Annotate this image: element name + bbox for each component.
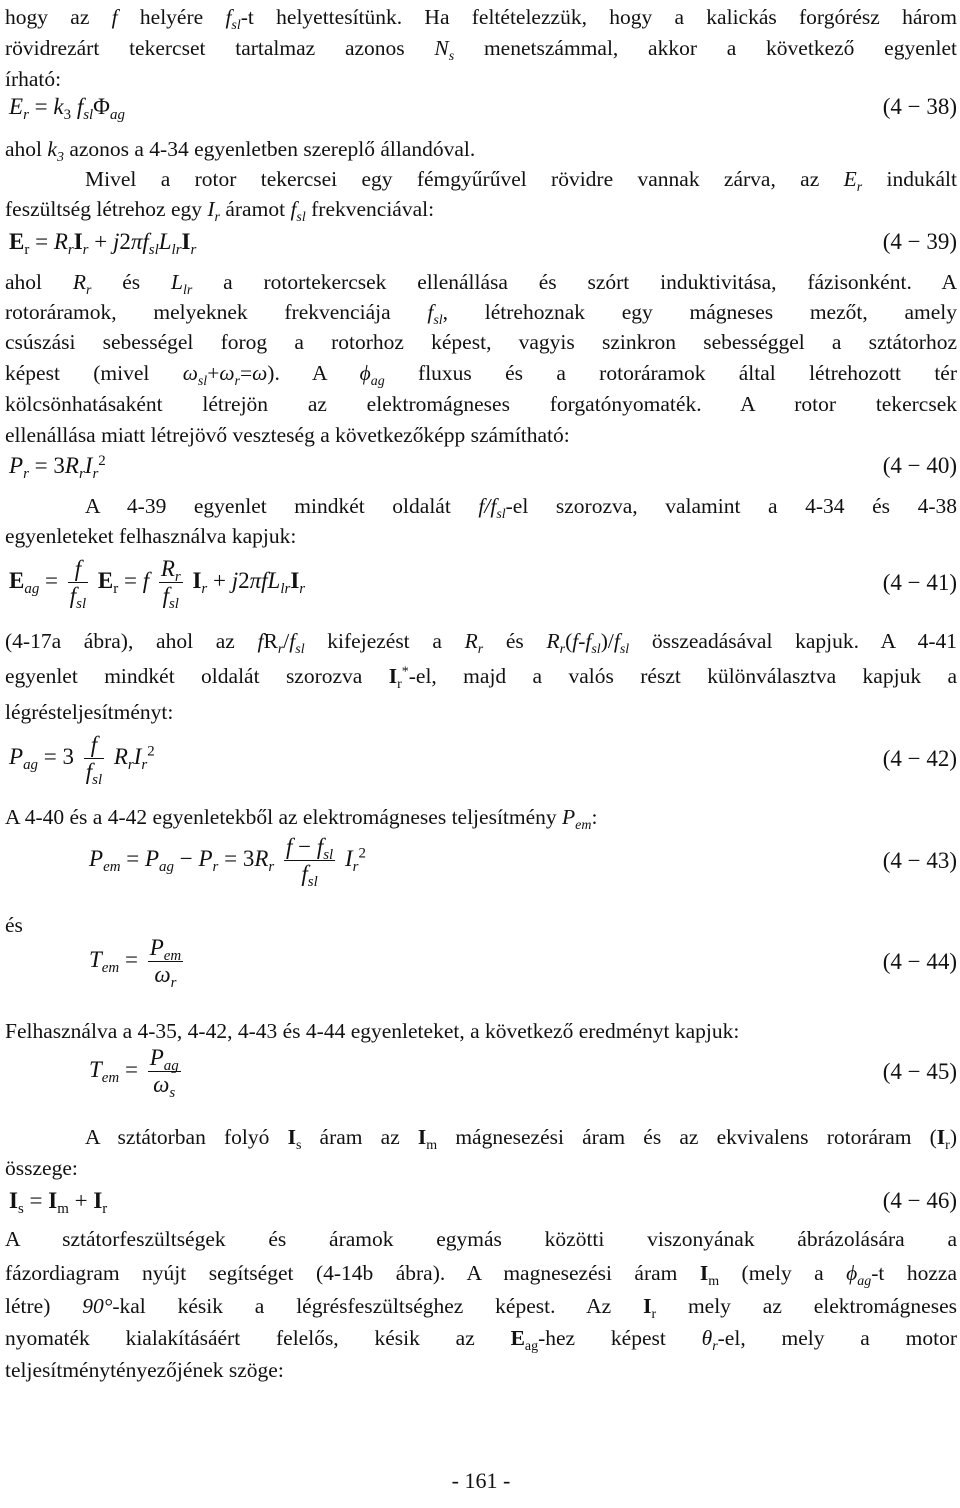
equation-4-41: $E_{ag}$ = $\frac{f}{f_{sl}}$ $E_r = f$ $\frac{R_r}{f_{sl}}$ $I_r + j2\pi fL_{lr}I_r$ (4 − 41) [9,556,957,613]
equation-4-46: $I_s = I_m + I_r$ (4 − 46) [9,1188,957,1218]
text-line-25: létre) 90°-kal késik a légrésfeszültséghez képest. Az $I_r$ mely az elektromágneses [5,1294,957,1322]
text-line-13: A 4-39 egyenlet mindkét oldalát $f/f_{sl}-el$ szorozva, valamint a 4-34 és 4-38 [85,494,957,522]
text-line-8: rotoráramok, melyeknek frekvenciája $f_{sl}$, létrehoznak egy mágneses mezőt, amely [5,300,957,328]
equation-4-44: $T_{em}$ = $\frac{P_{em}}{\omega_r}$ (4 − 44) [89,935,957,992]
text-line-26: nyomaték kialakításáért felelős, késik az $E_{ag}$-hez képest $\theta_r-el$, mely a motor [5,1326,957,1354]
equation-4-39: $E_r = R_rI_r + j2\pi f_{sl}L_{lr}I_r$ (4 − 39) [9,229,957,259]
text-line-3: írható: [5,67,62,91]
document-page [5,0,957,1508]
text-line-18: A 4-40 és a 4-42 egyenletekből az elektromágneses teljesítmény $P_{em}$: [5,805,598,833]
text-line-17: légrésteljesítményt: [5,700,174,724]
equation-number: (4 − 39) [882,229,957,254]
text-line-27: teljesítménytényezőjének szöge: [5,1358,284,1382]
text-line-19: és [5,913,23,937]
equation-number: (4 − 41) [882,570,957,595]
equation-number: (4 − 46) [882,1188,957,1213]
text-line-5: Mivel a rotor tekercsei egy fémgyűrűvel rövidre vannak zárva, az $E_r$ indukált [85,167,957,195]
text-line-4: ahol $k_3$ azonos a 4-34 egyenletben szereplő állandóval. [5,137,476,165]
equation-4-40: $P_r = 3R_rI_r^2$ (4 − 40) [9,452,957,483]
equation-4-43: $P_{em} = P_{ag} - P_r = 3R_r$ $\frac{f - f_{sl}}{f_{sl}}$ $I_r^2$ (4 − 43) [89,834,957,891]
text-line-14: egyenleteket felhasználva kapjuk: [5,524,297,548]
equation-number: (4 − 44) [882,949,957,974]
text-line-23: A sztátorfeszültségek és áramok egymás közötti viszonyának ábrázolására a [5,1227,957,1251]
text-line-21: A sztátorban folyó $I_s$ áram az $I_m$ mágnesezési áram és az ekvivalens rotoráram $(I_r)$ [85,1125,957,1153]
page-number: - 161 - [451,1468,511,1493]
text-line-10: képest (mivel $\omega_{sl}+\omega_r=\omega$). A $\phi_{ag}$ fluxus és a rotoráramok által létrehozott tér [5,361,957,389]
equation-number: (4 − 43) [882,848,957,873]
text-line-16: egyenlet mindkét oldalát szorozva $I_r^*-el$, majd a valós részt különválasztva kapjuk a [5,664,957,692]
text-line-20: Felhasználva a 4-35, 4-42, 4-43 és 4-44 egyenleteket, a következő eredményt kapjuk: [5,1019,740,1043]
equation-number: (4 − 38) [882,94,957,119]
text-line-6: feszültség létrehoz egy $I_r$ áramot $f_{sl}$ frekvenciával: [5,197,435,225]
text-line-1: hogy az f helyére $f_{sl}-t$ helyettesítünk. Ha feltételezzük, hogy a kalickás forgórész három [5,5,958,33]
text-line-22: összege: [5,1156,78,1180]
equation-number: (4 − 40) [882,453,957,478]
equation-4-45: $T_{em}$ = $\frac{P_{ag}}{\omega_s}$ (4 − 45) [89,1045,957,1102]
text-line-2: rövidrezárt tekercset tartalmaz azonos $N_s$ menetszámmal, akkor a következő egyenlet [5,36,957,64]
text-line-9: csúszási sebességel forog a rotorhoz képest, vagyis szinkron sebességgel a sztátorhoz [5,330,957,354]
text-line-24: fázordiagram nyújt segítséget (4-14b ábra). A magnesezési áram $I_m$ (mely a $\phi_{ag}-t$ hozza [5,1261,957,1289]
text-line-11: kölcsönhatásaként létrejön az elektromágneses forgatónyomaték. A rotor tekercsek [5,392,957,416]
equation-4-42: $P_{ag} = 3$ $\frac{f}{f_{sl}}$ $R_rI_r^2$ (4 − 42) [9,732,957,789]
text-line-15: (4-17a ábra), ahol az $fR_r/f_{sl}$ kifejezést a $R_r$ és $R_r(f-f_{sl})/f_{sl}$ összeadásával kapjuk. A 4-41 [5,629,957,657]
equation-number: (4 − 42) [882,746,957,771]
equation-4-38: $E_r = k_3$ $f_{sl}\Phi_{ag}$ (4 − 38) [9,94,957,124]
text-line-7: ahol $R_r$ és $L_{lr}$ a rotortekercsek ellenállása és szórt induktivitása, fázisonként. A [5,270,957,298]
text-line-12: ellenállása miatt létrejövő veszteség a következőképp számítható: [5,423,570,447]
equation-number: (4 − 45) [882,1059,957,1084]
